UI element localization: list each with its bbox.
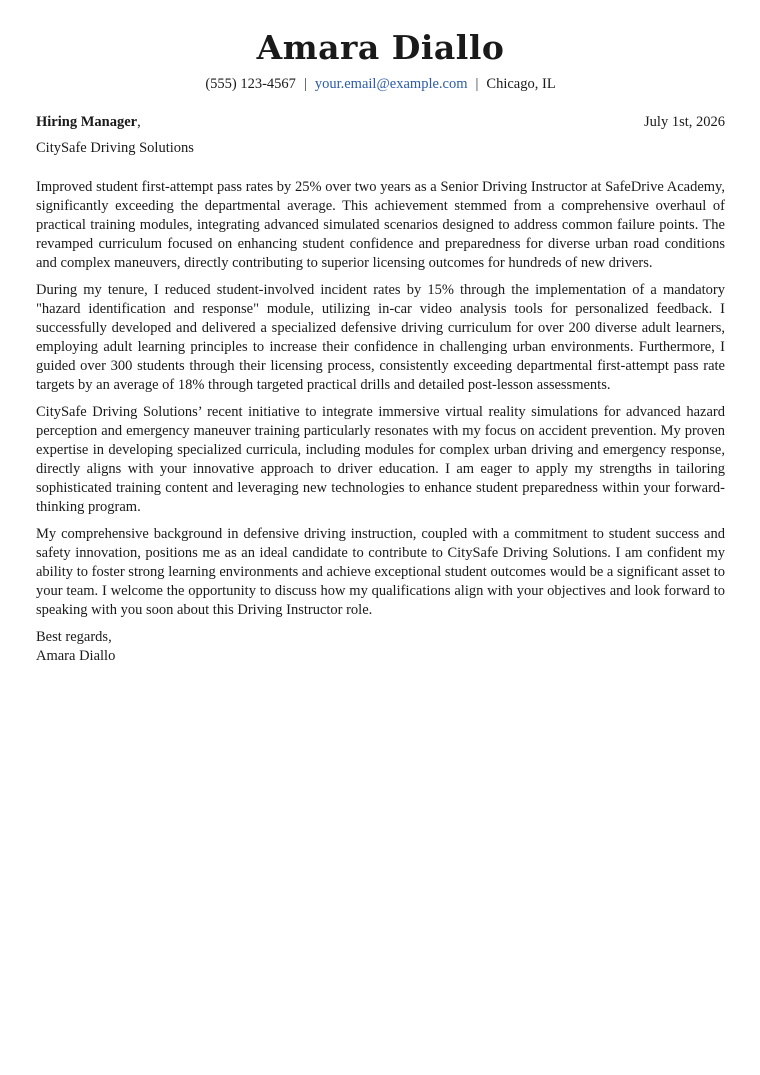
body-paragraph: Improved student first-attempt pass rates by 25% over two years as a Senior Driving Instructor at SafeDrive Academy, significantly exceeding the departmental average. This achievement stemmed from a comprehensive overhaul of practical training modules, integrating advanced simulated scenarios designed to address common failure points. The revamped curriculum focused on enhancing student confidence and preparedness for diverse urban road conditions and complex maneuvers, directly contributing to superior licensing outcomes for hundreds of new drivers. [36,179,725,271]
recipient-company: CitySafe Driving Solutions [36,140,194,156]
letter-closing [36,628,725,666]
contact-separator: | [303,76,307,92]
recipient-line [36,113,141,131]
body-paragraph: My comprehensive background in defensive driving instruction, coupled with a commitment to student success and safety innovation, positions me as an ideal candidate to contribute to CitySafe Driving Solutions. I am confident my ability to foster strong learning environments and achieve exceptional student outcomes would be a significant asset to your team. I welcome the opportunity to discuss how my qualifications align with your objectives and look forward to speaking with you soon about this Driving Instructor role. [36,526,725,618]
contact-separator: | [475,76,479,92]
letter-date: July 1st, 2026 [644,114,725,130]
recipient-row [36,113,725,131]
body-paragraph: During my tenure, I reduced student-involved incident rates by 15% through the implementation of a mandatory "hazard identification and response" module, utilizing in-car video analysis tools for personalized feedback. I successfully developed and delivered a specialized defensive driving curriculum for over 200 diverse adult learners, employing adult learning principles to increase their confidence in challenging urban environments. Furthermore, I guided over 300 students through their licensing process, consistently exceeding departmental first-attempt pass rate targets by an average of 18% through targeted practical drills and detailed post-lesson assessments. [36,282,725,393]
cover-letter-page [36,28,725,666]
closing-salutation: Best regards, [36,629,112,645]
body-paragraph: CitySafe Driving Solutions’ recent initiative to integrate immersive virtual reality simulations for advanced hazard perception and emergency maneuver training particularly resonates with my focus on accident prevention. My proven expertise in developing specialized curricula, including modules for complex urban driving and emergency response, directly aligns with your innovative approach to driver education. I am eager to apply my strengths in tailoring sophisticated training content and leveraging new technologies to enhance student preparedness within your forward-thinking program. [36,404,725,515]
letter-body [36,178,725,620]
location: Chicago, IL [486,76,556,92]
recipient-title: Hiring Manager [36,114,138,130]
recipient-title-suffix: , [137,114,141,130]
applicant-name: Amara Diallo [256,28,505,67]
contact-line [36,75,725,93]
closing-signature: Amara Diallo [36,648,116,664]
phone-number: (555) 123-4567 [205,76,296,92]
email-link[interactable]: your.email@example.com [314,76,468,92]
